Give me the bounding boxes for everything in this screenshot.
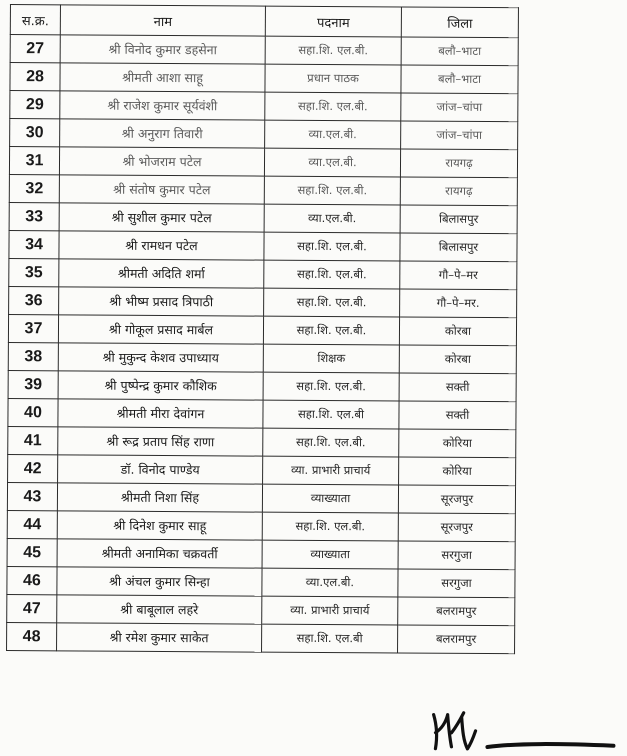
- table-row: [8, 399, 516, 430]
- serial-cell: 48: [7, 623, 57, 651]
- serial-cell: 46: [7, 567, 57, 595]
- district-cell: बलौ–भाटा: [401, 37, 518, 66]
- district-cell: गौ–पे–मर.: [400, 289, 517, 318]
- table-row: [8, 455, 516, 486]
- designation-cell: सहा.शि. एल.बी.: [264, 232, 400, 261]
- serial-cell: 33: [9, 203, 59, 231]
- serial-cell: 45: [7, 539, 57, 567]
- serial-cell: 35: [9, 259, 59, 287]
- table-row: [7, 623, 515, 654]
- serial-cell: 34: [9, 231, 59, 259]
- designation-cell: सहा.शि. एल.बी: [263, 400, 399, 429]
- name-cell: श्री रामधन पटेल: [59, 231, 264, 260]
- name-cell: श्रीमती निशा सिंह: [57, 483, 262, 512]
- name-cell: श्रीमती आशा साहू: [60, 63, 265, 92]
- teacher-roster-table: [6, 4, 519, 654]
- district-cell: कोरबा: [399, 317, 516, 346]
- district-cell: सक्ती: [399, 373, 516, 402]
- district-cell: सरगुजा: [398, 541, 515, 570]
- district-cell: सरगुजा: [398, 569, 515, 598]
- handwritten-signature: [427, 703, 617, 756]
- table-row: [9, 175, 517, 206]
- designation-cell: व्या.एल.बी.: [264, 204, 400, 233]
- table-body: [7, 35, 519, 654]
- table-row: [8, 315, 516, 346]
- name-cell: श्री मुकुन्द केशव उपाध्याय: [58, 343, 263, 372]
- serial-cell: 42: [8, 455, 58, 483]
- serial-cell: 43: [7, 483, 57, 511]
- header-name: नाम: [60, 5, 265, 36]
- designation-cell: सहा.शि. एल.बी: [262, 624, 398, 653]
- name-cell: श्री पुष्पेन्द्र कुमार कौशिक: [58, 371, 263, 400]
- header-district: जिला: [401, 7, 518, 38]
- table-row: [7, 595, 515, 626]
- table-header-row: [10, 5, 518, 38]
- designation-cell: प्रधान पाठक: [265, 64, 401, 93]
- name-cell: श्री अनुराग तिवारी: [60, 119, 265, 148]
- table-row: [9, 147, 517, 178]
- serial-cell: 47: [7, 595, 57, 623]
- designation-cell: व्या.एल.बी.: [262, 568, 398, 597]
- name-cell: श्री गोकूल प्रसाद मार्बल: [58, 315, 263, 344]
- name-cell: श्रीमती अदिति शर्मा: [59, 259, 264, 288]
- serial-cell: 30: [10, 119, 60, 147]
- table-row: [7, 483, 515, 514]
- designation-cell: व्या.एल.बी.: [265, 120, 401, 149]
- district-cell: जांज–चांपा: [401, 121, 518, 150]
- district-cell: बलौ–भाटा: [401, 65, 518, 94]
- serial-cell: 39: [8, 371, 58, 399]
- district-cell: कोरिया: [399, 429, 516, 458]
- table-row: [10, 91, 518, 122]
- table-row: [9, 259, 517, 290]
- district-cell: बिलासपुर: [400, 205, 517, 234]
- serial-cell: 41: [8, 427, 58, 455]
- district-cell: कोरबा: [399, 345, 516, 374]
- serial-cell: 44: [7, 511, 57, 539]
- table-row: [10, 35, 518, 66]
- district-cell: गौ–पे–मर: [400, 261, 517, 290]
- name-cell: श्री अंचल कुमार सिन्हा: [57, 567, 262, 596]
- table-row: [10, 63, 518, 94]
- serial-cell: 31: [9, 147, 59, 175]
- designation-cell: सहा.शि. एल.बी.: [265, 36, 401, 65]
- designation-cell: सहा.शि. एल.बी.: [263, 428, 399, 457]
- table-row: [7, 511, 515, 542]
- designation-cell: व्याख्याता: [262, 484, 398, 513]
- name-cell: श्री रूद्र प्रताप सिंह राणा: [58, 427, 263, 456]
- designation-cell: सहा.शि. एल.बी.: [263, 372, 399, 401]
- district-cell: जांज–चांपा: [401, 93, 518, 122]
- serial-cell: 32: [9, 175, 59, 203]
- name-cell: श्रीमती मीरा देवांगन: [58, 399, 263, 428]
- table-row: [8, 427, 516, 458]
- name-cell: श्री भीष्म प्रसाद त्रिपाठी: [59, 287, 264, 316]
- designation-cell: व्याख्याता: [262, 540, 398, 569]
- serial-cell: 40: [8, 399, 58, 427]
- name-cell: श्री बाबूलाल लहरे: [57, 595, 262, 624]
- table-row: [9, 287, 517, 318]
- designation-cell: सहा.शि. एल.बी.: [264, 288, 400, 317]
- designation-cell: सहा.शि. एल.बी.: [262, 512, 398, 541]
- serial-cell: 37: [8, 315, 58, 343]
- district-cell: बलरामपुर: [398, 625, 515, 654]
- district-cell: सक्ती: [399, 401, 516, 430]
- name-cell: श्री संतोष कुमार पटेल: [59, 175, 264, 204]
- district-cell: बिलासपुर: [400, 233, 517, 262]
- table-row: [10, 119, 518, 150]
- table-row: [9, 231, 517, 262]
- designation-cell: व्या. प्राभारी प्राचार्य: [262, 596, 398, 625]
- district-cell: रायगढ़: [400, 149, 517, 178]
- name-cell: श्री भोजराम पटेल: [59, 147, 264, 176]
- designation-cell: सहा.शि. एल.बी.: [264, 176, 400, 205]
- name-cell: श्री विनोद कुमार डहसेना: [60, 35, 265, 64]
- name-cell: डॉ. विनोद पाण्डेय: [58, 455, 263, 484]
- serial-cell: 29: [10, 91, 60, 119]
- table-row: [8, 371, 516, 402]
- serial-cell: 27: [10, 35, 60, 63]
- designation-cell: सहा.शि. एल.बी.: [265, 92, 401, 121]
- name-cell: श्रीमती अनामिका चक्रवर्ती: [57, 539, 262, 568]
- table-row: [7, 567, 515, 598]
- designation-cell: सहा.शि. एल.बी.: [263, 316, 399, 345]
- serial-cell: 28: [10, 63, 60, 91]
- serial-cell: 38: [8, 343, 58, 371]
- district-cell: बलरामपुर: [398, 597, 515, 626]
- designation-cell: सहा.शि. एल.बी.: [264, 260, 400, 289]
- designation-cell: शिक्षक: [263, 344, 399, 373]
- designation-cell: व्या.एल.बी.: [264, 148, 400, 177]
- name-cell: श्री दिनेश कुमार साहू: [57, 511, 262, 540]
- header-designation: पदनाम: [265, 6, 401, 37]
- table-row: [9, 203, 517, 234]
- table-row: [7, 539, 515, 570]
- header-serial: स.क्र.: [10, 5, 60, 35]
- table-row: [8, 343, 516, 374]
- name-cell: श्री राजेश कुमार सूर्यवंशी: [60, 91, 265, 120]
- district-cell: सूरजपुर: [398, 485, 515, 514]
- name-cell: श्री रमेश कुमार साकेत: [57, 623, 262, 652]
- district-cell: कोरिया: [399, 457, 516, 486]
- district-cell: रायगढ़: [400, 177, 517, 206]
- designation-cell: व्या. प्राभारी प्राचार्य: [263, 456, 399, 485]
- district-cell: सूरजपुर: [398, 513, 515, 542]
- serial-cell: 36: [9, 287, 59, 315]
- name-cell: श्री सुशील कुमार पटेल: [59, 203, 264, 232]
